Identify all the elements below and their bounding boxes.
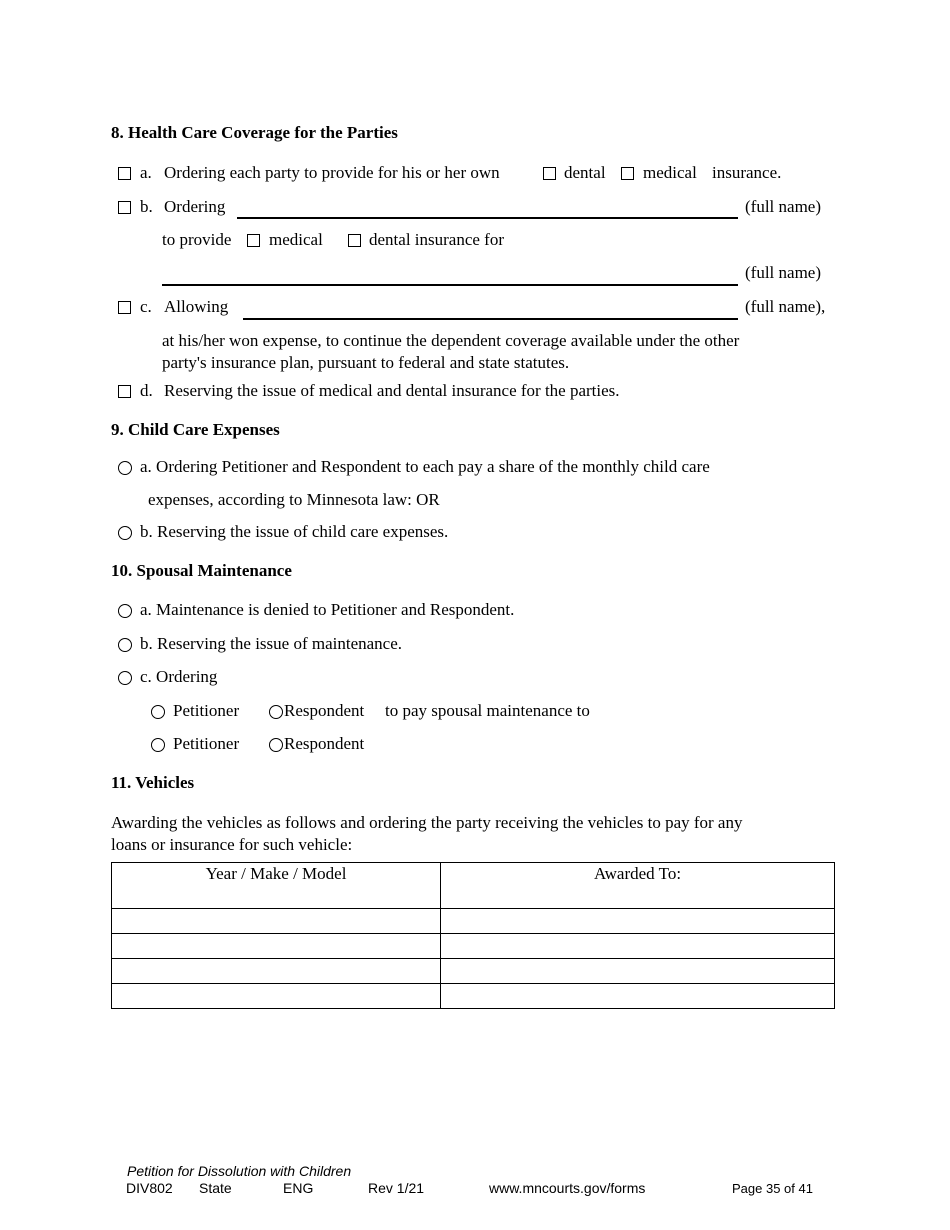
full-name-line-8b-1[interactable]: [237, 217, 738, 219]
label-10c-payee-petitioner: Petitioner: [173, 734, 240, 753]
checkbox-8d[interactable]: [118, 385, 131, 398]
section-8-heading: 8. Health Care Coverage for the Parties: [111, 123, 398, 142]
text-9a-line1: a. Ordering Petitioner and Respondent to each pay a share of the monthly child care: [140, 457, 710, 476]
radio-10c-payee-respondent[interactable]: [269, 738, 283, 752]
cell-awarded-to[interactable]: [441, 959, 835, 984]
section-9-heading: 9. Child Care Expenses: [111, 420, 280, 439]
label-8c-full-name: (full name),: [745, 297, 826, 316]
item-text-8c: Allowing: [164, 297, 229, 316]
label-10c-payer-respondent: Respondent: [284, 701, 365, 720]
radio-10c[interactable]: [118, 671, 132, 685]
radio-9a[interactable]: [118, 461, 132, 475]
radio-10c-payer-respondent[interactable]: [269, 705, 283, 719]
vehicles-table: [111, 862, 835, 1009]
item-letter-8a: a.: [140, 163, 152, 182]
text-10b: b. Reserving the issue of maintenance.: [140, 634, 403, 653]
label-8b-full-name-1: (full name): [745, 197, 821, 216]
section-10-heading: 10. Spousal Maintenance: [111, 561, 292, 580]
item-letter-8d: d.: [140, 381, 153, 400]
checkbox-8a-medical[interactable]: [621, 167, 634, 180]
section-11-heading: 11. Vehicles: [111, 773, 195, 792]
cell-vehicle[interactable]: [112, 909, 441, 934]
radio-9b[interactable]: [118, 526, 132, 540]
radio-10c-payee-petitioner[interactable]: [151, 738, 165, 752]
label-10c-pay-to: to pay spousal maintenance to: [385, 701, 590, 720]
item-letter-8b: b.: [140, 197, 153, 216]
footer-form-number: DIV802: [126, 1180, 173, 1196]
radio-10c-payer-petitioner[interactable]: [151, 705, 165, 719]
text-8c-line1: at his/her won expense, to continue the dependent coverage available under the other: [162, 331, 740, 350]
item-text-8d: Reserving the issue of medical and dental insurance for the parties.: [164, 381, 620, 400]
checkbox-8b-medical[interactable]: [247, 234, 260, 247]
label-8a-medical: medical: [643, 163, 697, 182]
text-8c-line2: party's insurance plan, pursuant to federal and state statutes.: [162, 353, 570, 372]
checkbox-8a[interactable]: [118, 167, 131, 180]
footer-url[interactable]: www.mncourts.gov/forms: [489, 1180, 646, 1196]
cell-vehicle[interactable]: [112, 959, 441, 984]
footer-title: Petition for Dissolution with Children: [127, 1163, 352, 1179]
checkbox-8b[interactable]: [118, 201, 131, 214]
footer-language: ENG: [283, 1180, 314, 1196]
full-name-line-8c[interactable]: [243, 318, 738, 320]
cell-awarded-to[interactable]: [441, 909, 835, 934]
text-11-line2: loans or insurance for such vehicle:: [111, 835, 353, 854]
text-10a: a. Maintenance is denied to Petitioner and Respondent.: [140, 600, 515, 619]
cell-awarded-to[interactable]: [441, 934, 835, 959]
checkbox-8c[interactable]: [118, 301, 131, 314]
table-row: [112, 959, 835, 984]
full-name-line-8b-2[interactable]: [162, 284, 738, 286]
cell-awarded-to[interactable]: [441, 984, 835, 1009]
label-8b-medical: medical: [269, 230, 323, 249]
item-text-8a: Ordering each party to provide for his or her own: [164, 163, 500, 182]
table-row: [112, 934, 835, 959]
cell-vehicle[interactable]: [112, 934, 441, 959]
checkbox-8a-dental[interactable]: [543, 167, 556, 180]
table-row: [112, 909, 835, 934]
radio-10b[interactable]: [118, 638, 132, 652]
label-8a-insurance: insurance.: [712, 163, 782, 182]
checkbox-8b-dental[interactable]: [348, 234, 361, 247]
table-header-row: [112, 863, 835, 909]
item-letter-8c: c.: [140, 297, 152, 316]
text-9b: b. Reserving the issue of child care expenses.: [140, 522, 449, 541]
label-10c-payer-petitioner: Petitioner: [173, 701, 240, 720]
footer-revision: Rev 1/21: [368, 1180, 425, 1196]
footer-page-number: Page 35 of 41: [732, 1181, 813, 1196]
column-header-year-make-model: Year / Make / Model: [112, 863, 441, 909]
label-8b-full-name-2: (full name): [745, 263, 821, 282]
label-10c-payee-respondent: Respondent: [284, 734, 365, 753]
column-header-awarded-to: Awarded To:: [441, 863, 835, 909]
label-8b-to-provide: to provide: [162, 230, 232, 249]
text-11-line1: Awarding the vehicles as follows and ordering the party receiving the vehicles to pay for any: [111, 813, 743, 832]
table-row: [112, 984, 835, 1009]
cell-vehicle[interactable]: [112, 984, 441, 1009]
item-text-8b: Ordering: [164, 197, 226, 216]
footer-state: State: [199, 1180, 232, 1196]
label-8b-dental: dental insurance for: [369, 230, 504, 249]
text-10c: c. Ordering: [140, 667, 218, 686]
text-9a-line2: expenses, according to Minnesota law: OR: [148, 490, 440, 509]
label-8a-dental: dental: [564, 163, 606, 182]
radio-10a[interactable]: [118, 604, 132, 618]
